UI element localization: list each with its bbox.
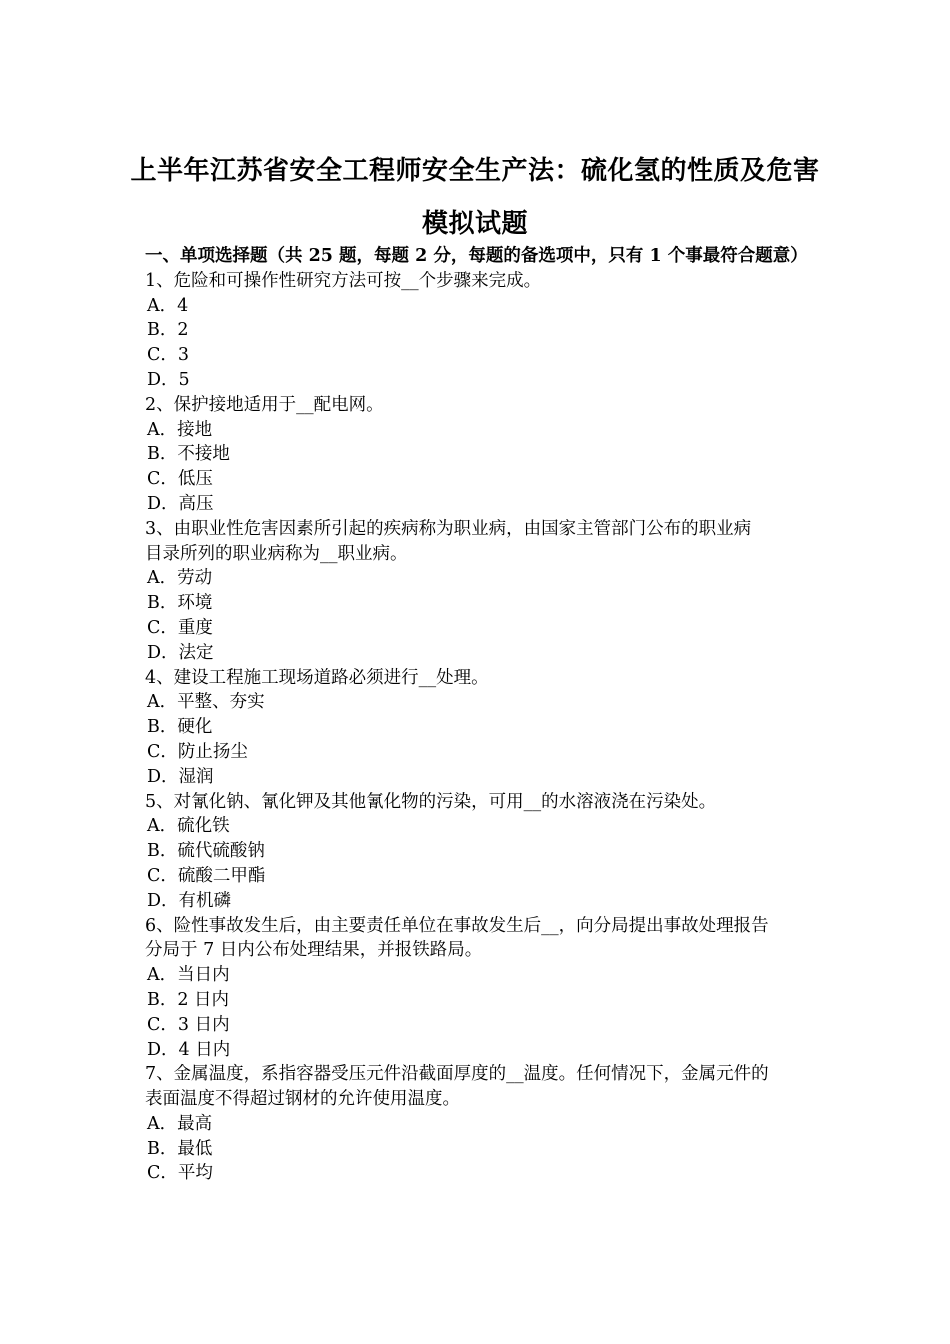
answer-option: A．最高	[147, 1113, 213, 1134]
question-item	[145, 1062, 815, 1186]
document-title-line-2: 模拟试题	[421, 209, 528, 239]
question-stem-line: 分局于 7 日内公布处理结果，并报铁路局。	[145, 940, 483, 961]
answer-option: D．5	[147, 369, 190, 390]
answer-option: D．高压	[147, 493, 214, 514]
question-stem-line: 表面温度不得超过钢材的允许使用温度。	[145, 1089, 460, 1110]
question-stem-line: 7、金属温度，系指容器受压元件沿截面厚度的__温度。任何情况下，金属元件的	[145, 1064, 769, 1085]
answer-option: A．平整、夯实	[147, 692, 265, 713]
answer-option: B．硬化	[147, 717, 213, 738]
question-item	[145, 517, 815, 666]
answer-option: C．防止扬尘	[147, 741, 248, 762]
document-title-line-1: 上半年江苏省安全工程师安全生产法：硫化氢的性质及危害	[130, 156, 820, 186]
question-stem-line: 5、对氰化钠、氰化钾及其他氰化物的污染，可用__的水溶液浇在污染处。	[145, 791, 717, 812]
document-body	[145, 244, 815, 1186]
question-item	[145, 269, 815, 393]
question-list	[145, 269, 815, 1186]
answer-option: B．2 日内	[147, 989, 230, 1010]
question-item	[145, 393, 815, 517]
answer-option: C．重度	[147, 617, 213, 638]
question-stem-line: 1、危险和可操作性研究方法可按__个步骤来完成。	[145, 270, 542, 291]
answer-option: A．接地	[147, 419, 213, 440]
answer-option: C．3 日内	[147, 1014, 230, 1035]
answer-option: D．湿润	[147, 766, 214, 787]
question-item	[145, 666, 815, 790]
answer-option: B．2	[147, 320, 189, 341]
section-heading: 一、单项选择题（共 25 题，每题 2 分，每题的备选项中，只有 1 个事最符合题意）	[145, 246, 808, 266]
answer-option: B．不接地	[147, 444, 230, 465]
question-stem-line: 2、保护接地适用于__配电网。	[145, 394, 384, 415]
answer-option: C．低压	[147, 469, 213, 490]
answer-option: A．硫化铁	[147, 816, 230, 837]
answer-option: C．硫酸二甲酯	[147, 865, 266, 886]
answer-option: D．法定	[147, 642, 214, 663]
question-item	[145, 790, 815, 914]
question-item	[145, 914, 815, 1063]
answer-option: D．有机磷	[147, 890, 232, 911]
question-stem-line: 目录所列的职业病称为__职业病。	[145, 543, 408, 564]
question-stem-line: 3、由职业性危害因素所引起的疾病称为职业病，由国家主管部门公布的职业病	[145, 518, 752, 539]
answer-option: A．当日内	[147, 965, 230, 986]
question-stem-line: 6、险性事故发生后，由主要责任单位在事故发生后__，向分局提出事故处理报告	[145, 915, 769, 936]
answer-option: C．平均	[147, 1163, 213, 1184]
answer-option: A．劳动	[147, 568, 213, 589]
question-stem-line: 4、建设工程施工现场道路必须进行__处理。	[145, 667, 489, 688]
answer-option: C．3	[147, 345, 190, 366]
answer-option: B．最低	[147, 1138, 213, 1159]
answer-option: B．环境	[147, 593, 213, 614]
answer-option: D．4 日内	[147, 1039, 231, 1060]
answer-option: A．4	[147, 295, 189, 316]
answer-option: B．硫代硫酸钠	[147, 841, 265, 862]
